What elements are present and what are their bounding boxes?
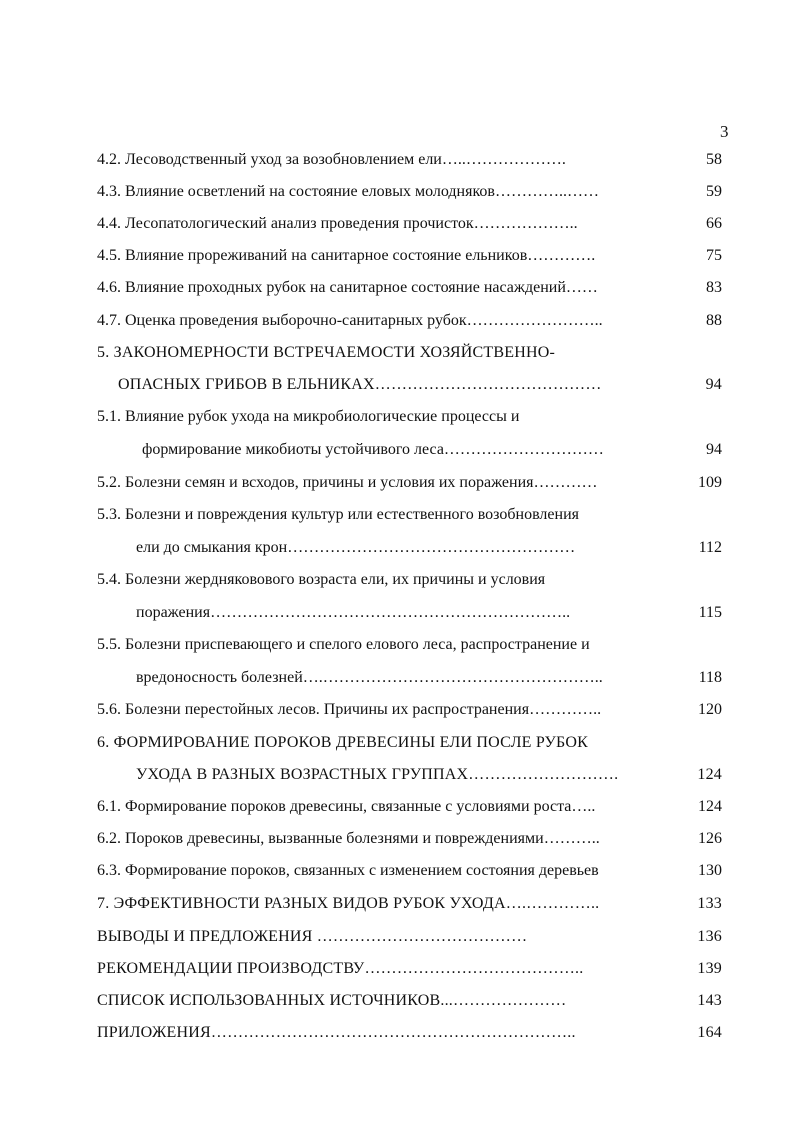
toc-chapter-heading bbox=[0, 730, 793, 756]
toc-entry bbox=[0, 535, 793, 561]
toc-entry-text: ели до смыкания крон……………………………………………… bbox=[136, 539, 576, 556]
toc-entry-text: поражения………………………………………………………….. bbox=[136, 604, 571, 621]
toc-entry bbox=[0, 308, 793, 334]
toc-entry-text: 5.5. Болезни приспевающего и спелого елового леса, распространение и bbox=[97, 636, 590, 653]
toc-chapter-heading bbox=[0, 891, 793, 917]
toc-entry-text: 6.2. Пороков древесины, вызванные болезнями и повреждениями……….. bbox=[97, 830, 600, 847]
toc-entry-page: 112 bbox=[698, 539, 722, 556]
toc-entry-text: 4.6. Влияние проходных рубок на санитарное состояние насаждений…… bbox=[97, 279, 598, 296]
toc-entry-text: 4.5. Влияние прореживаний на санитарное состояние ельников…………. bbox=[97, 247, 596, 264]
toc-entry-page: 115 bbox=[698, 604, 722, 621]
toc-entry-text: 4.3. Влияние осветлений на состояние еловых молодняков…………..…… bbox=[97, 183, 599, 200]
toc-entry bbox=[0, 275, 793, 301]
toc-entry-text: 5.2. Болезни семян и всходов, причины и условия их поражения………… bbox=[97, 474, 598, 491]
toc-chapter-heading bbox=[0, 988, 793, 1014]
toc-entry-page: 75 bbox=[706, 247, 722, 264]
toc-entry-text: ВЫВОДЫ И ПРЕДЛОЖЕНИЯ ………………………………… bbox=[97, 928, 528, 945]
toc-entry-text: 6.1. Формирование пороков древесины, связанные с условиями роста….. bbox=[97, 798, 596, 815]
toc-entry-text: 5.6. Болезни перестойных лесов. Причины их распространения………….. bbox=[97, 701, 602, 718]
toc-entry-text: 6.3. Формирование пороков, связанных с изменением состояния деревьев bbox=[97, 862, 599, 879]
toc-entry bbox=[0, 502, 793, 528]
toc-entry bbox=[0, 179, 793, 205]
toc-entry-page: 59 bbox=[706, 183, 722, 200]
toc-entry-page: 143 bbox=[697, 992, 722, 1009]
toc-entry bbox=[0, 794, 793, 820]
toc-entry-page: 124 bbox=[698, 798, 722, 815]
toc-chapter-heading bbox=[0, 372, 793, 398]
toc-entry-page: 58 bbox=[706, 151, 722, 168]
toc-entry bbox=[0, 243, 793, 269]
toc-entry-text: 5. ЗАКОНОМЕРНОСТИ ВСТРЕЧАЕМОСТИ ХОЗЯЙСТВЕННО- bbox=[97, 344, 556, 361]
page-number: 3 bbox=[720, 122, 729, 141]
toc-entry-text: УХОДА В РАЗНЫХ ВОЗРАСТНЫХ ГРУППАХ………………………. bbox=[136, 766, 619, 783]
toc-entry-text: 4.4. Лесопатологический анализ проведения прочисток……………….. bbox=[97, 215, 578, 232]
toc-entry-page: 133 bbox=[697, 895, 722, 912]
toc-entry bbox=[0, 600, 793, 626]
toc-entry-page: 164 bbox=[697, 1024, 722, 1041]
toc-entry bbox=[0, 858, 793, 884]
toc-entry-page: 94 bbox=[705, 376, 722, 393]
toc-entry-page: 136 bbox=[697, 928, 722, 945]
toc-entry bbox=[0, 470, 793, 496]
toc-entry bbox=[0, 665, 793, 691]
toc-chapter-heading bbox=[0, 924, 793, 950]
toc-entry bbox=[0, 567, 793, 593]
toc-entry-text: формирование микобиоты устойчивого леса………………………… bbox=[142, 441, 604, 458]
toc-entry-page: 88 bbox=[706, 312, 722, 329]
toc-entry-page: 66 bbox=[706, 215, 722, 232]
toc-entry-page: 120 bbox=[698, 701, 722, 718]
toc-entry bbox=[0, 437, 793, 463]
toc-entry-page: 139 bbox=[697, 960, 722, 977]
toc-entry bbox=[0, 826, 793, 852]
toc-entry-page: 94 bbox=[706, 441, 722, 458]
toc-entry bbox=[0, 147, 793, 173]
toc-entry-text: РЕКОМЕНДАЦИИ ПРОИЗВОДСТВУ………………………………….. bbox=[97, 960, 584, 977]
toc-entry bbox=[0, 632, 793, 658]
toc-entry-text: СПИСОК ИСПОЛЬЗОВАННЫХ ИСТОЧНИКОВ...………………… bbox=[97, 992, 567, 1009]
toc-entry-page: 124 bbox=[697, 766, 722, 783]
toc-entry-text: 5.4. Болезни жердняковового возраста ели, их причины и условия bbox=[97, 571, 546, 588]
toc-chapter-heading bbox=[0, 956, 793, 982]
toc-entry-text: 4.2. Лесоводственный уход за возобновлением ели…..………………. bbox=[97, 151, 566, 168]
toc-entry bbox=[0, 697, 793, 723]
toc-entry-page: 83 bbox=[706, 279, 722, 296]
toc-entry-text: 4.7. Оценка проведения выборочно-санитарных рубок…………………….. bbox=[97, 312, 603, 329]
toc-entry-page: 130 bbox=[698, 862, 722, 879]
toc-chapter-heading bbox=[0, 762, 793, 788]
toc-entry-text: 6. ФОРМИРОВАНИЕ ПОРОКОВ ДРЕВЕСИНЫ ЕЛИ ПОСЛЕ РУБОК bbox=[97, 734, 588, 751]
toc-entry-text: 7. ЭФФЕКТИВНОСТИ РАЗНЫХ ВИДОВ РУБОК УХОДА….………….. bbox=[97, 895, 600, 912]
toc-entry-page: 126 bbox=[698, 830, 722, 847]
toc-entry-text: 5.3. Болезни и повреждения культур или естественного возобновления bbox=[97, 506, 579, 523]
toc-entry-text: 5.1. Влияние рубок ухода на микробиологические процессы и bbox=[97, 408, 520, 425]
toc-entry-text: ОПАСНЫХ ГРИБОВ В ЕЛЬНИКАХ…………………………………… bbox=[118, 376, 602, 393]
toc-entry-text: ПРИЛОЖЕНИЯ………………………………………………………….. bbox=[97, 1024, 576, 1041]
toc-entry-page: 109 bbox=[698, 474, 722, 491]
toc-entry-page: 118 bbox=[698, 669, 722, 686]
toc-entry bbox=[0, 404, 793, 430]
toc-chapter-heading bbox=[0, 1020, 793, 1046]
toc-entry-text: вредоносность болезней….…………………………………………….. bbox=[136, 669, 603, 686]
toc-entry bbox=[0, 211, 793, 237]
toc-chapter-heading bbox=[0, 340, 793, 366]
